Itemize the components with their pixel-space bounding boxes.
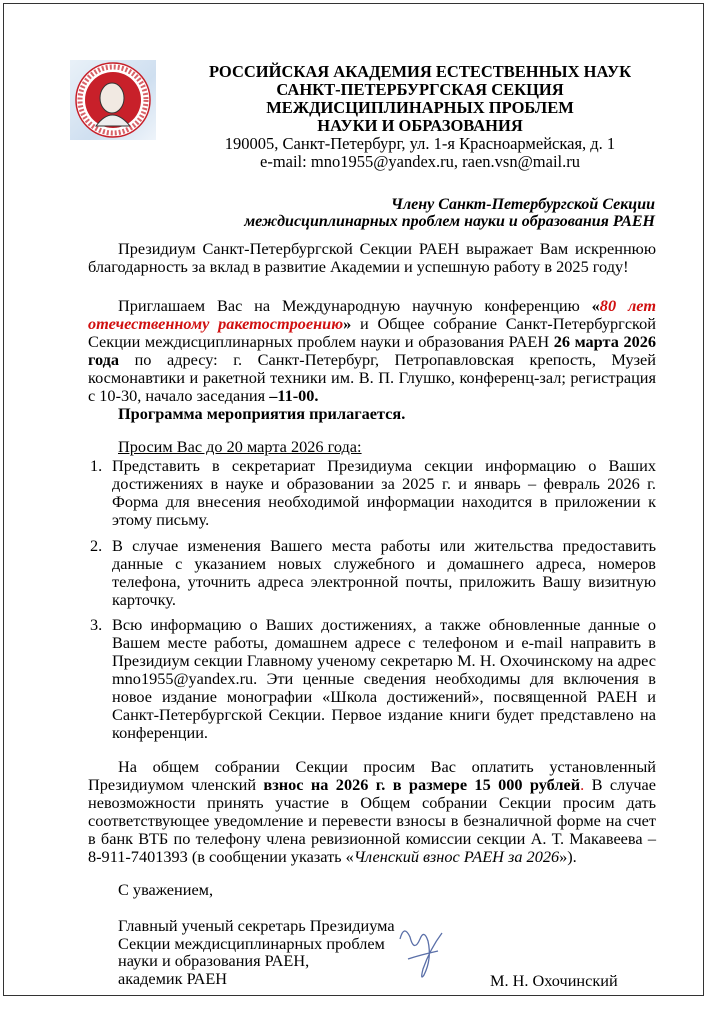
conference-date: 26 марта 2026 года	[88, 332, 657, 369]
program-note: Программа мероприятия прилагается.	[118, 404, 406, 423]
org-email: e-mail: mno1955@yandex.ru, raen.vsn@mail.ru	[260, 152, 580, 171]
request-heading: Просим Вас до 20 марта 2026 года:	[118, 437, 362, 456]
list-text: Всю информацию о Ваших достижениях, а также обновленные данные о Вашем месте работы, домашнем адресе с телефоном и e-mail направить в Президиум секции Главному ученому секретарю М. Н. Охочинскому на адрес mno1955@yandex.ru. Эти ценные сведения необходимы для включения в новое издание монографии «Школа достижений», посвященной РАЕН и Санкт-Петербургской Секции. Первое издание книги будет представлено на конференции.	[112, 615, 656, 742]
start-time: –11-00.	[269, 386, 319, 405]
org-line: РОССИЙСКАЯ АКАДЕМИЯ ЕСТЕСТВЕННЫХ НАУК	[208, 62, 632, 81]
addressee	[244, 196, 655, 230]
signer-title-line: Секции междисциплинарных проблем	[118, 933, 385, 953]
letter-body	[88, 240, 656, 1029]
signer-name: М. Н. Охочинский	[490, 970, 618, 990]
text: »).	[559, 847, 577, 866]
quote: «	[591, 296, 600, 315]
conference-title: 80 лет отечественному ракетостроению	[88, 296, 656, 333]
list-item	[90, 457, 656, 529]
text: Приглашаем Вас на Международную научную конференцию	[118, 296, 592, 315]
org-line: МЕЖДИСЦИПЛИНАРНЫХ ПРОБЛЕМ	[266, 98, 574, 117]
gratitude-paragraph: Президиум Санкт-Петербургской Секции РАЕН выражает Вам искреннюю благодарность за вклад в развитие Академии и успешную работу в 2025 году!	[88, 239, 656, 276]
list-number: 3.	[90, 615, 103, 634]
payment-note: Членский взнос РАЕН за 2026	[353, 847, 560, 866]
text: и Общее собрание Санкт-Петербургской Секции междисциплинарных проблем науки и образования РАЕН	[88, 314, 656, 351]
text: В случае невозможности принять участие в Общем собрании Секции просим дать соответствующее уведомление и перевести взносы в безналичной форме на счет в банк ВТБ по телефону члена ревизионной комиссии секции А. Т. Макавеева – 8-911-7401393 (в сообщении указать «	[88, 775, 656, 866]
org-line: САНКТ-ПЕТЕРБУРГСКАЯ СЕКЦИЯ	[276, 80, 564, 99]
addressee-line: междисциплинарных проблем науки и образования РАЕН	[244, 213, 655, 230]
signer-title-line: академик РАЕН	[118, 968, 228, 988]
closing: С уважением,	[118, 880, 214, 899]
org-address: 190005, Санкт-Петербург, ул. 1-я Красноармейская, д. 1	[224, 134, 616, 153]
signature-block	[88, 917, 656, 989]
invitation-paragraph	[88, 297, 656, 423]
addressee-line: Члену Санкт-Петербургской Секции	[390, 196, 655, 213]
quote: »	[343, 314, 352, 333]
list-number: 1.	[90, 456, 103, 475]
list-number: 2.	[90, 536, 103, 555]
academy-logo	[70, 60, 156, 140]
list-item	[90, 537, 656, 609]
org-line: НАУКИ И ОБРАЗОВАНИЯ	[317, 116, 523, 135]
fee-paragraph	[88, 758, 656, 866]
list-item	[90, 616, 656, 742]
signer-title-line: Главный ученый секретарь Президиума	[118, 916, 395, 935]
signature	[390, 919, 460, 984]
list-text: В случае изменения Вашего места работы или жительства предоставить данные с указанием новых служебного и домашнего адреса, номеров телефона, уточнить адреса электронной почты, приложить Вашу визитную карточку.	[112, 536, 656, 609]
signer-title-line: науки и образования РАЕН,	[118, 951, 310, 970]
signer-title	[118, 917, 418, 987]
text: На общем собрании Секции просим Вас оплатить установленный Президиумом членский	[88, 757, 656, 794]
list-text: Представить в секретариат Президиума секции информацию о Ваших достижениях в науке и образовании за 2025 г. и январь – февраль 2026 г. Форма для внесения необходимой информации находится в приложении к этому письму.	[112, 456, 656, 529]
text: по адресу: г. Санкт-Петербург, Петропавловская крепость, Музей космонавтики и ракетной техники им. В. П. Глушко, конференц-зал; регистрация с 10-30, начало заседания	[88, 350, 656, 405]
text: .	[580, 775, 585, 794]
org-header	[175, 63, 665, 171]
fee-amount: взнос на 2026 г. в размере 15 000 рублей	[263, 775, 581, 794]
